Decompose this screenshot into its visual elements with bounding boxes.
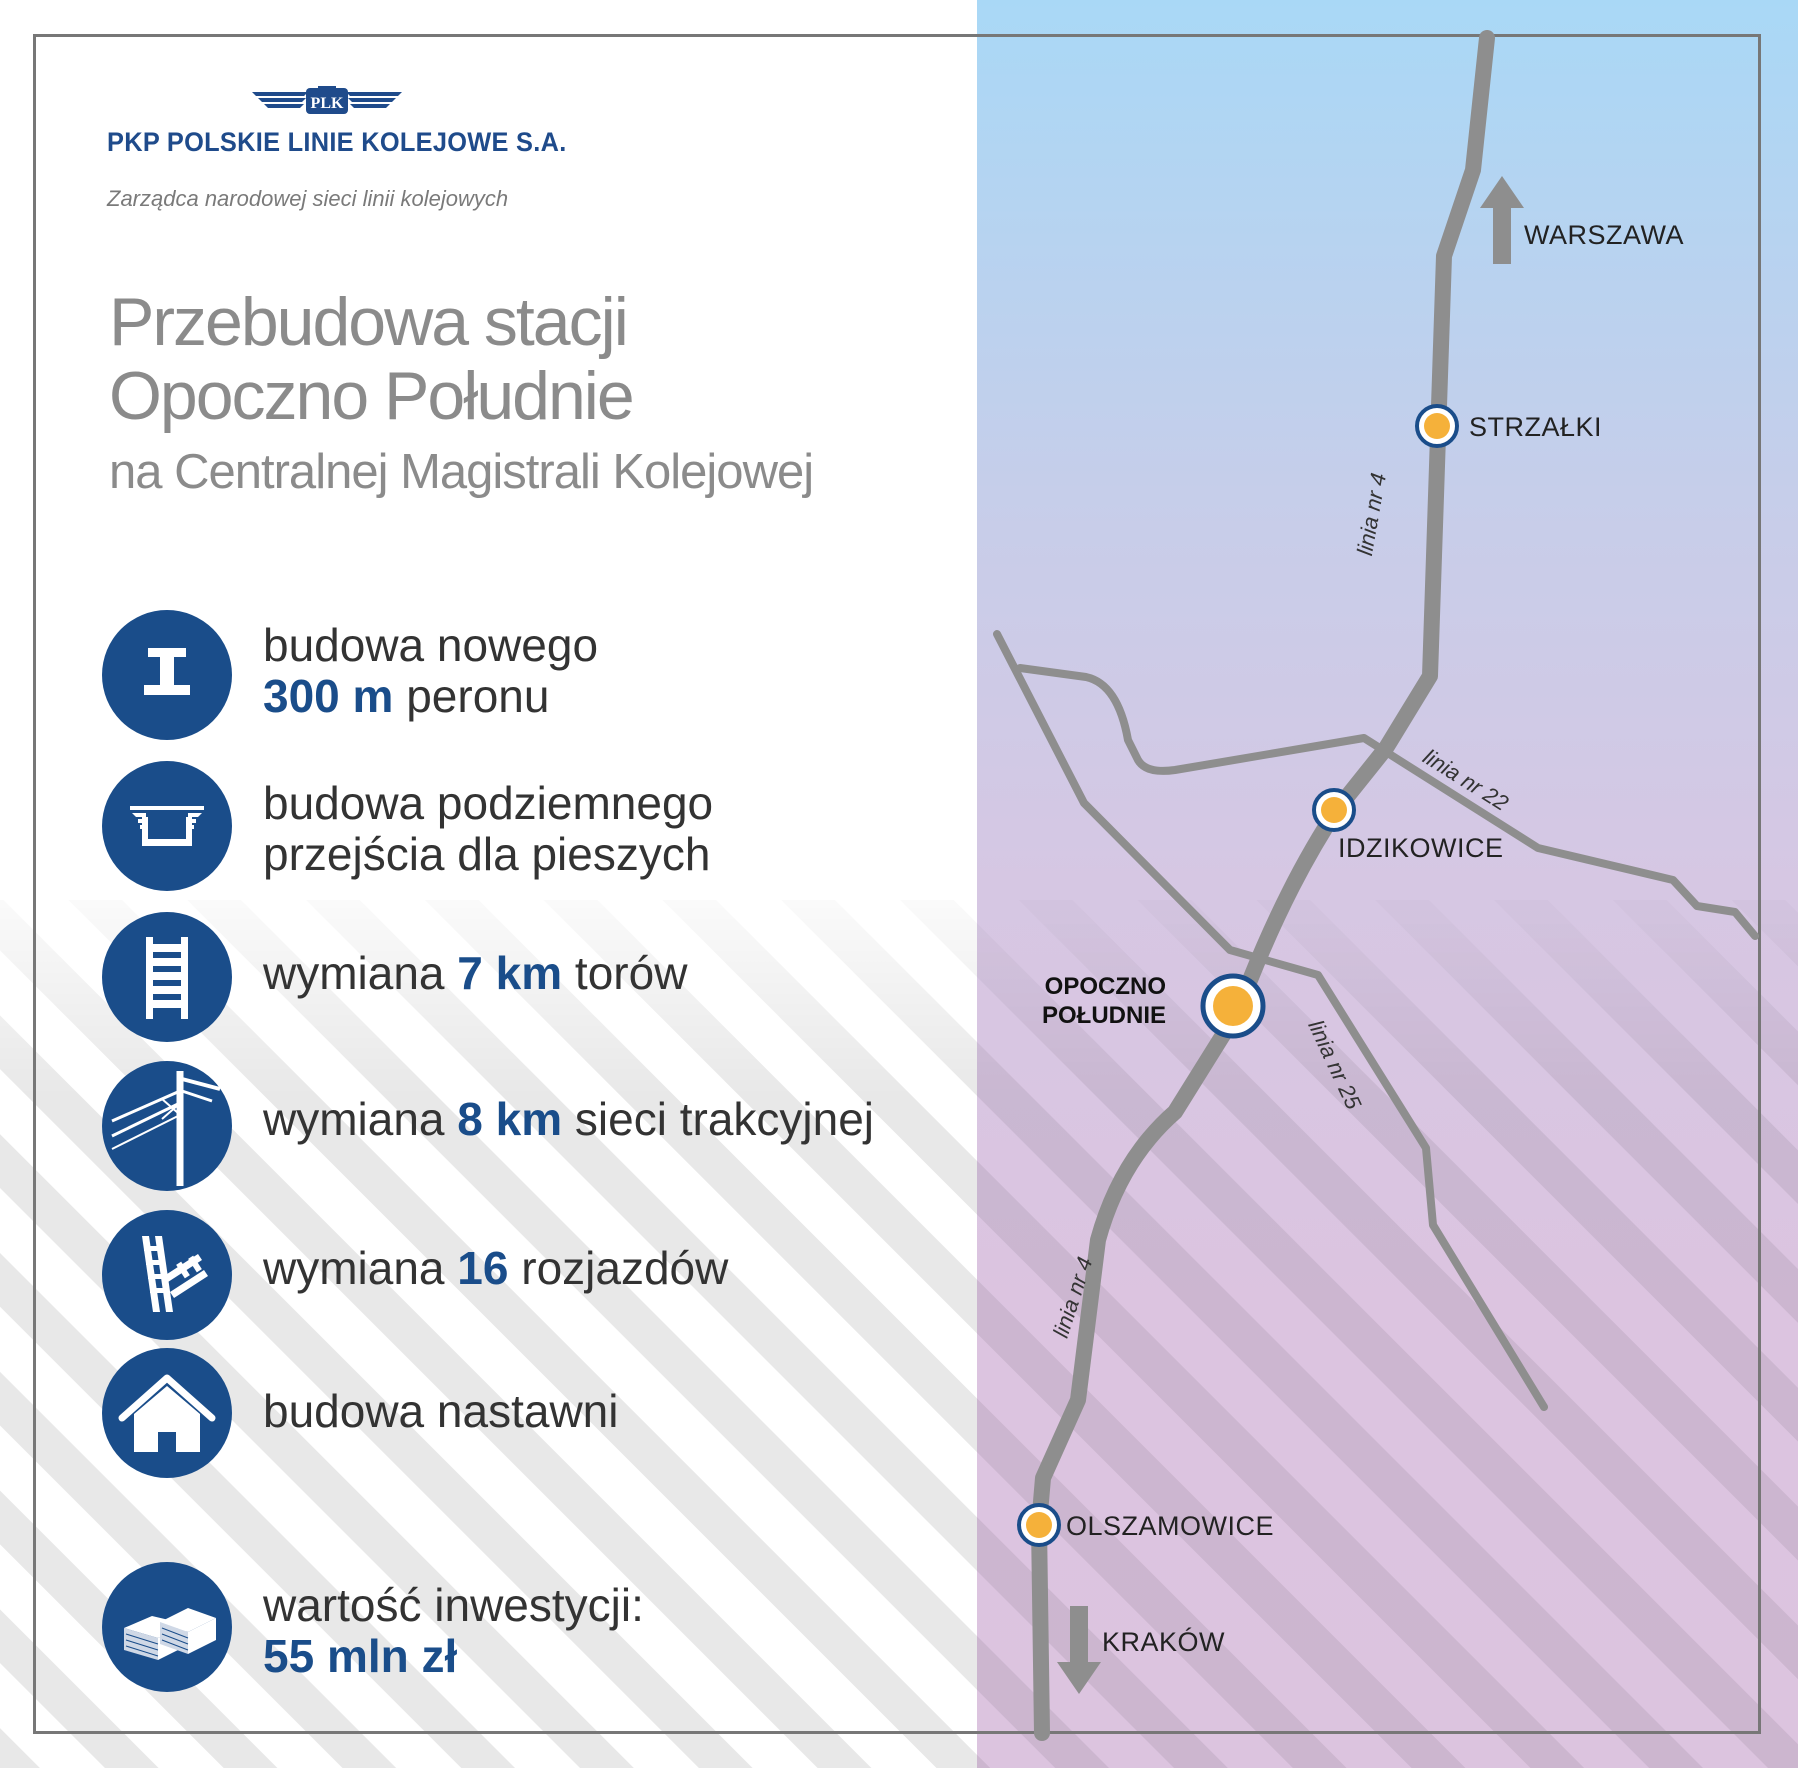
krakow-arrow [1057,1606,1101,1694]
feature-catenary: wymiana 8 km sieci trakcyjnej [263,1093,875,1145]
feature-platform: budowa nowego 300 m peronu [263,619,599,722]
page-title-line1: Przebudowa stacji [109,284,627,360]
line-label-25: linia nr 25 [1303,1016,1367,1114]
feature-control-room: budowa nastawni [263,1385,619,1437]
line-22-track [1020,668,1755,936]
station-opoczno-poludnie [1203,976,1263,1036]
svg-text:PLK: PLK [310,95,344,112]
station-olszamowice [1019,1505,1059,1545]
station-idzikowice [1314,790,1354,830]
direction-warszawa: WARSZAWA [1524,220,1684,250]
station-label-strzalki: STRZAŁKI [1469,412,1603,442]
station-label-opoczno-poludnie: OPOCZNO POŁUDNIE [1042,973,1167,1029]
station-strzalki [1417,406,1457,446]
company-name: PKP POLSKIE LINIE KOLEJOWE S.A. [107,127,567,157]
page-subtitle: na Centralnej Magistrali Kolejowej [109,445,814,499]
line-label-4-lower: linia nr 4 [1048,1253,1098,1341]
feature-tracks: wymiana 7 km torów [263,947,688,999]
feature-underpass: budowa podziemnego przejścia dla pieszych [263,777,714,880]
tagline: Zarządca narodowej sieci linii kolejowych [107,186,509,211]
line-4-track [1039,38,1487,1733]
direction-krakow: KRAKÓW [1102,1627,1226,1657]
warszawa-arrow [1480,176,1524,264]
line-label-4-upper: linia nr 4 [1352,471,1392,558]
page-title-line2: Opoczno Południe [109,358,633,434]
station-label-olszamowice: OLSZAMOWICE [1066,1511,1275,1541]
line-label-22: linia nr 22 [1418,744,1513,816]
feature-switches: wymiana 16 rozjazdów [263,1242,729,1294]
station-label-idzikowice: IDZIKOWICE [1338,833,1504,863]
feature-investment-value: wartość inwestycji: 55 mln zł [263,1579,644,1682]
